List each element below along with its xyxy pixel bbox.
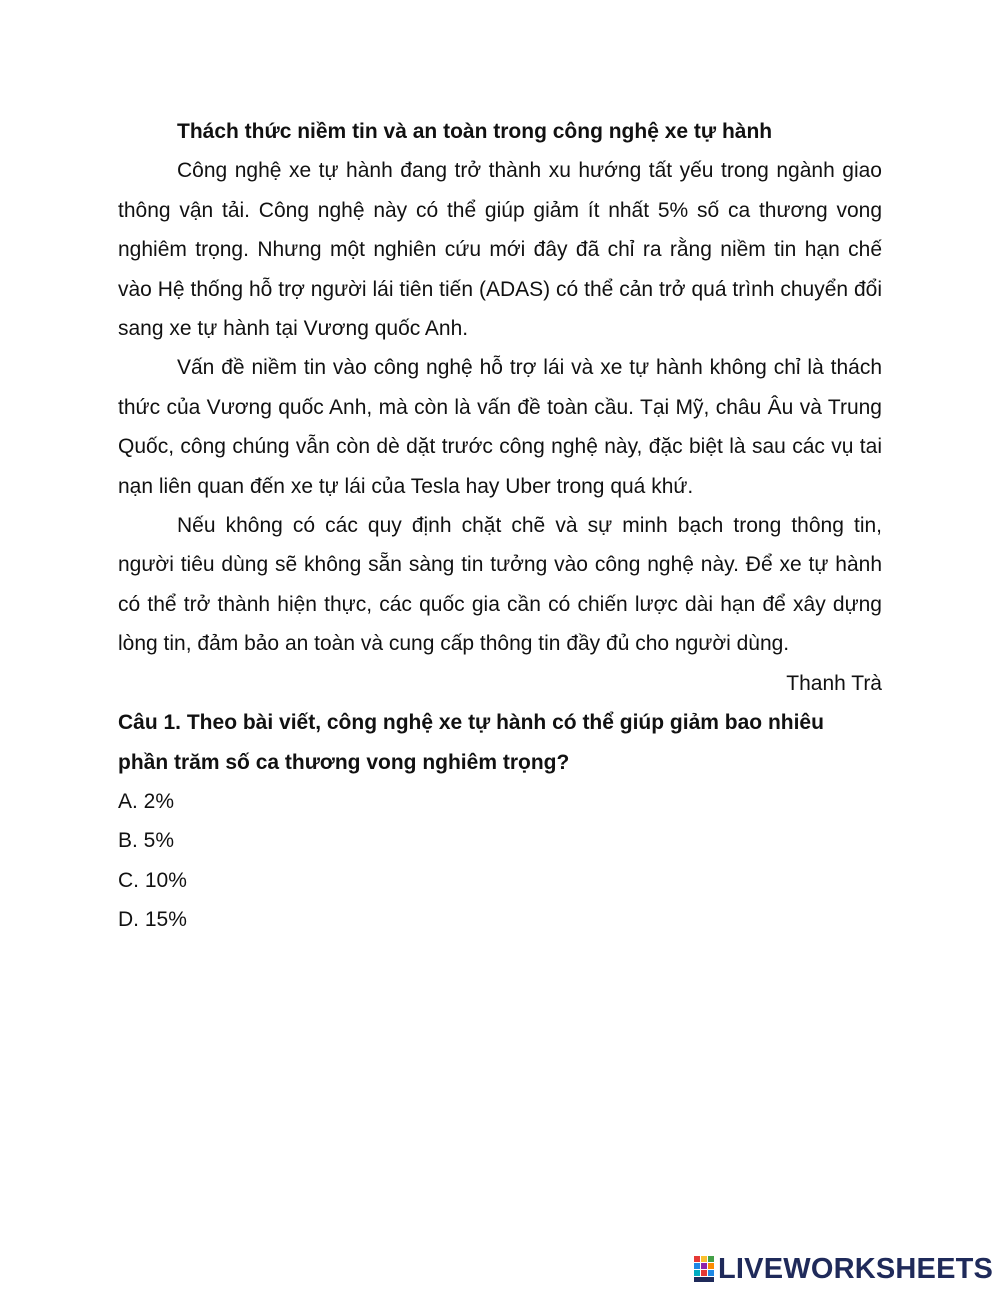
article-title: Thách thức niềm tin và an toàn trong công nghệ xe tự hành [177,120,773,143]
answer-option-d[interactable]: D. 15% [118,908,187,932]
question-text: Câu 1. Theo bài viết, công nghệ xe tự hành có thể giúp giảm bao nhiêu phần trăm số ca thương vong nghiêm trọng? [118,711,824,774]
answer-option-c[interactable]: C. 10% [118,868,187,892]
worksheet-page [118,112,882,940]
answer-option-b[interactable]: B. 5% [118,829,175,853]
answer-option-a[interactable]: A. 2% [118,789,175,813]
article-paragraph-2: Vấn đề niềm tin vào công nghệ hỗ trợ lái và xe tự hành không chỉ là thách thức của Vương quốc Anh, mà còn là vấn đề toàn cầu. Tại Mỹ, châu Âu và Trung Quốc, công chúng vẫn còn dè dặt trước công nghệ này, đặc biệt là sau các vụ tai nạn liên quan đến xe tự lái của Tesla hay Uber trong quá khứ. [118,356,882,498]
liveworksheets-logo-text: LIVEWORKSHEETS [718,1253,994,1285]
liveworksheets-logo-icon [694,1256,714,1282]
liveworksheets-logo [694,1252,993,1286]
article-author: Thanh Trà [786,671,882,695]
article-paragraph-1: Công nghệ xe tự hành đang trở thành xu hướng tất yếu trong ngành giao thông vận tải. Công nghệ này có thể giúp giảm ít nhất 5% số ca thương vong nghiêm trọng. Nhưng một nghiên cứu mới đây đã chỉ ra rằng niềm tin hạn chế vào Hệ thống hỗ trợ người lái tiên tiến (ADAS) có thể cản trở quá trình chuyển đổi sang xe tự hành tại Vương quốc Anh. [118,159,882,341]
article-paragraph-3: Nếu không có các quy định chặt chẽ và sự minh bạch trong thông tin, người tiêu dùng sẽ không sẵn sàng tin tưởng vào công nghệ này. Để xe tự hành có thể trở thành hiện thực, các quốc gia cần có chiến lược dài hạn để xây dựng lòng tin, đảm bảo an toàn và cung cấp thông tin đầy đủ cho người dùng. [118,514,882,656]
